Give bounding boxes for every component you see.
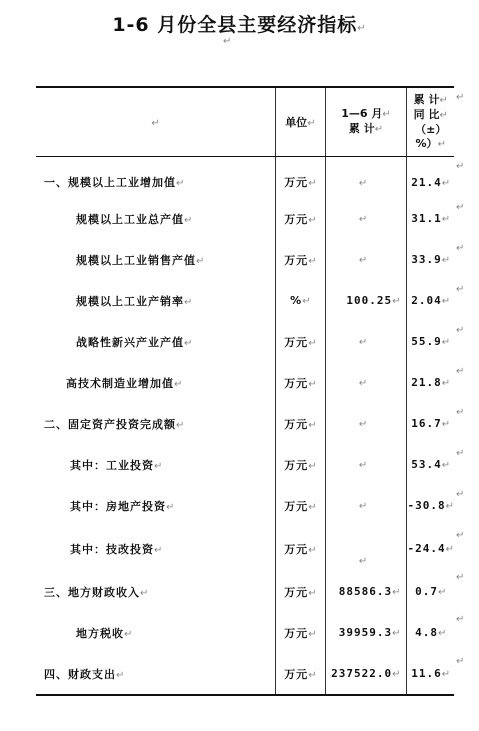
indicator-name: 三、地方财政收入 [44,585,140,599]
table-row [36,239,454,280]
yoy-value: 31.1 [411,212,442,225]
unit-value: 万元 [284,542,309,556]
header-unit-cell [276,87,325,157]
document-title [0,10,479,37]
yoy-value: 53.4 [411,458,442,471]
indicator-name: 四、财政支出 [44,667,116,681]
yoy-cell [407,653,454,695]
paragraph-mark-icon: ↵ [124,628,133,640]
paragraph-mark-icon: ↵ [456,366,465,377]
paragraph-mark-icon: ↵ [456,407,465,418]
paragraph-mark-icon: ↵ [358,501,368,512]
indicator-name-cell [36,321,276,362]
cumulative-cell [325,403,407,444]
paragraph-mark-icon: ↵ [392,669,401,680]
unit-value: 万元 [284,458,309,472]
paragraph-mark-icon: ↵ [441,337,451,348]
paragraph-mark-icon: ↵ [441,669,451,680]
yoy-cell [407,198,454,239]
cumulative-cell [325,485,407,526]
unit-value: 万元 [284,667,309,681]
header-period-cell [325,87,407,157]
paragraph-mark-icon: ↵ [456,448,465,459]
paragraph-mark-icon: ↵ [456,614,465,625]
indicator-name-cell [36,403,276,444]
indicator-name-cell [36,444,276,485]
table-row [36,612,454,653]
cumulative-cell [325,571,407,612]
table-header-row [36,87,454,157]
document-title-text: 1-6 月份全县主要经济指标 [112,14,358,36]
header-yoy-cell [407,87,454,157]
yoy-value: 4.8 [415,626,438,639]
paragraph-mark-icon: ↵ [437,587,447,598]
paragraph-mark-icon: ↵ [176,178,185,189]
header-yoy-line2: 同 比 [413,107,440,121]
paragraph-mark-icon: ↵ [456,161,465,172]
paragraph-mark-icon: ↵ [358,177,368,189]
yoy-cell [407,612,454,653]
paragraph-mark-icon: ↵ [308,669,317,681]
paragraph-mark-icon: ↵ [358,419,368,430]
unit-cell [276,612,325,653]
cumulative-value: 88586.3 [338,585,393,598]
paragraph-mark-icon: ↵ [184,296,193,308]
header-unit-label: 单位 [285,116,308,129]
indicator-name-cell [36,362,276,403]
cumulative-cell [325,526,407,571]
header-indicator-cell [36,87,276,157]
cumulative-cell [325,157,407,199]
paragraph-mark-icon: ↵ [223,36,232,47]
paragraph-mark-icon: ↵ [308,544,317,556]
table-row [36,485,454,526]
paragraph-mark-icon: ↵ [116,669,125,681]
yoy-value: -24.4 [407,542,446,555]
yoy-value: 21.8 [411,376,442,389]
paragraph-mark-icon: ↵ [439,94,448,106]
indicator-name-cell [36,653,276,695]
paragraph-mark-icon: ↵ [154,460,163,472]
yoy-value: 0.7 [415,585,438,598]
paragraph-mark-icon: ↵ [358,255,368,266]
unit-value: 万元 [284,417,309,431]
paragraph-mark-icon: ↵ [357,23,367,34]
paragraph-mark-icon: ↵ [308,178,317,189]
table-row [36,444,454,485]
unit-cell [276,444,325,485]
yoy-cell [407,321,454,362]
cumulative-value: 237522.0 [331,667,393,680]
paragraph-mark-icon: ↵ [151,117,160,129]
indicator-name: 高技术制造业增加值 [66,376,174,390]
paragraph-mark-icon: ↵ [308,628,317,640]
yoy-value: 33.9 [411,253,442,266]
indicator-table [36,86,454,696]
paragraph-mark-icon: ↵ [456,325,465,336]
cumulative-cell [325,280,407,321]
paragraph-mark-icon: ↵ [308,501,317,513]
unit-value: 万元 [284,585,309,599]
cumulative-cell [325,321,407,362]
header-period-line1: 1—6 月 [341,107,383,120]
paragraph-mark-icon: ↵ [437,628,447,639]
unit-value: % [290,294,303,307]
yoy-cell [407,444,454,485]
table-row [36,403,454,444]
paragraph-mark-icon: ↵ [441,460,451,471]
paragraph-mark-icon: ↵ [456,572,465,583]
unit-value: 万元 [284,626,309,640]
paragraph-mark-icon: ↵ [308,337,317,349]
unit-cell [276,198,325,239]
yoy-value: 21.4 [411,175,442,189]
paragraph-mark-icon: ↵ [392,296,401,307]
table-row [36,321,454,362]
yoy-cell [407,485,454,526]
paragraph-mark-icon: ↵ [308,587,317,599]
yoy-cell [407,239,454,280]
paragraph-mark-icon: ↵ [441,177,451,189]
paragraph-mark-icon: ↵ [308,255,317,267]
unit-cell [276,280,325,321]
indicator-name: 地方税收 [76,626,124,640]
paragraph-mark-icon: ↵ [308,214,317,226]
paragraph-mark-icon: ↵ [184,337,193,349]
paragraph-mark-icon: ↵ [441,419,451,430]
indicator-name-cell [36,157,276,199]
unit-cell [276,362,325,403]
table-row [36,280,454,321]
indicator-name-cell [36,485,276,526]
cumulative-cell [325,444,407,485]
yoy-value: -30.8 [407,499,446,512]
unit-cell [276,653,325,695]
unit-value: 万元 [284,335,309,349]
unit-value: 万元 [284,253,309,267]
paragraph-mark-icon: ↵ [392,628,401,639]
header-period-line2: 累 计 [348,122,375,135]
yoy-cell [407,280,454,321]
indicator-name: 一、规模以上工业增加值 [44,176,176,189]
cumulative-cell [325,239,407,280]
header-yoy-line3: （±）%） [415,122,447,150]
paragraph-mark-icon: ↵ [441,255,451,266]
paragraph-mark-icon: ↵ [374,124,384,135]
paragraph-mark-icon: ↵ [154,544,163,556]
indicator-name: 规模以上工业产销率 [76,294,184,308]
cumulative-value: 100.25 [346,294,393,307]
yoy-value: 2.04 [411,294,442,307]
paragraph-mark-icon: ↵ [439,109,448,121]
paragraph-mark-icon: ↵ [184,214,193,226]
paragraph-mark-icon: ↵ [456,489,465,500]
paragraph-mark-icon: ↵ [358,378,368,389]
paragraph-mark-icon: ↵ [437,138,446,150]
paragraph-mark-icon: ↵ [441,214,451,225]
indicator-name: 其中：工业投资 [70,458,154,472]
paragraph-mark-icon: ↵ [176,419,185,431]
unit-cell [276,485,325,526]
indicator-name: 其中：技改投资 [70,542,154,556]
cumulative-cell [325,653,407,695]
indicator-name-cell [36,198,276,239]
indicator-name: 规模以上工业销售产值 [76,253,196,267]
yoy-value: 11.6 [411,667,442,680]
yoy-value: 55.9 [411,335,442,348]
table-row [36,653,454,695]
paragraph-mark-icon: ↵ [174,378,183,390]
yoy-value: 16.7 [411,417,442,430]
indicator-name-cell [36,612,276,653]
indicator-name-cell [36,571,276,612]
paragraph-mark-icon: ↵ [358,214,368,225]
unit-value: 万元 [284,376,309,390]
yoy-cell [407,526,454,571]
unit-value: 万元 [284,176,309,189]
paragraph-mark-icon: ↵ [441,296,451,307]
yoy-cell [407,403,454,444]
paragraph-mark-icon: ↵ [308,419,317,431]
paragraph-mark-icon: ↵ [358,460,368,471]
unit-cell [276,321,325,362]
paragraph-mark-icon: ↵ [445,544,454,555]
header-yoy-line1: 累 计 [413,92,440,106]
unit-cell [276,157,325,199]
indicator-name: 其中：房地产投资 [70,499,166,513]
unit-value: 万元 [284,499,309,513]
paragraph-mark-icon: ↵ [140,587,149,599]
unit-value: 万元 [284,212,309,226]
table-row [36,198,454,239]
yoy-cell [407,157,454,199]
yoy-cell [407,571,454,612]
paragraph-mark-icon: ↵ [308,460,317,472]
paragraph-mark-icon: ↵ [392,587,401,598]
paragraph-mark-icon: ↵ [358,556,368,567]
paragraph-mark-icon: ↵ [308,378,317,390]
cumulative-cell [325,198,407,239]
table-row [36,571,454,612]
paragraph-mark-icon: ↵ [456,202,465,213]
table-row [36,362,454,403]
paragraph-mark-icon: ↵ [358,337,368,348]
paragraph-mark-icon: ↵ [456,243,465,254]
paragraph-mark-icon: ↵ [196,255,205,267]
paragraph-mark-icon: ↵ [441,378,451,389]
indicator-name-cell [36,239,276,280]
indicator-name: 规模以上工业总产值 [76,212,184,226]
table-row [36,157,454,199]
yoy-cell [407,362,454,403]
paragraph-mark-icon: ↵ [456,656,465,667]
paragraph-mark-icon: ↵ [166,501,175,513]
cumulative-cell [325,362,407,403]
indicator-name-cell [36,526,276,571]
paragraph-mark-icon: ↵ [456,92,465,103]
indicator-name-cell [36,280,276,321]
paragraph-mark-icon: ↵ [445,501,454,512]
unit-cell [276,571,325,612]
paragraph-mark-icon: ↵ [307,118,316,129]
paragraph-mark-icon: ↵ [456,530,465,541]
paragraph-mark-icon: ↵ [456,284,465,295]
paragraph-mark-icon: ↵ [382,109,391,120]
unit-cell [276,403,325,444]
table-row [36,526,454,571]
paragraph-mark-icon: ↵ [302,296,311,307]
cumulative-cell [325,612,407,653]
cumulative-value: 39959.3 [338,626,393,639]
unit-cell [276,239,325,280]
indicator-name: 二、固定资产投资完成额 [44,417,176,431]
indicator-name: 战略性新兴产业产值 [76,335,184,349]
unit-cell [276,526,325,571]
